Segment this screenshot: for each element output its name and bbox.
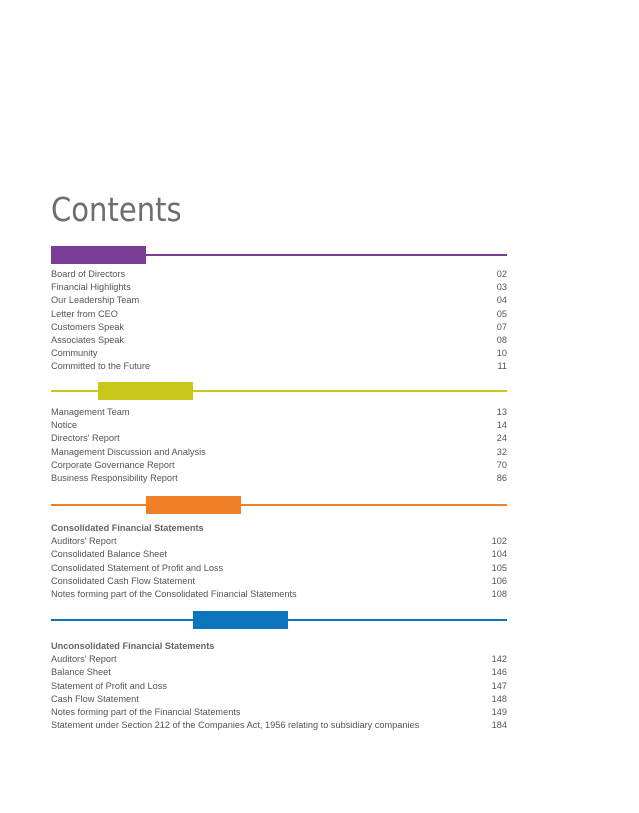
divider-line xyxy=(51,504,507,506)
toc-entry[interactable] xyxy=(51,281,507,294)
section-divider-purple xyxy=(51,246,507,264)
toc-entry-page: 70 xyxy=(496,459,507,470)
toc-entry[interactable] xyxy=(51,268,507,281)
toc-entry-page: 104 xyxy=(491,549,507,560)
section-divider-yellow xyxy=(51,382,507,400)
toc-entry-page: 142 xyxy=(491,654,507,665)
divider-color-block xyxy=(146,496,241,514)
toc-entry-page: 108 xyxy=(491,588,507,599)
toc-entry-page: 10 xyxy=(496,348,507,359)
toc-entry[interactable] xyxy=(51,432,507,445)
toc-entry[interactable] xyxy=(51,680,507,693)
toc-entry[interactable] xyxy=(51,459,507,472)
section-divider-orange xyxy=(51,496,507,514)
toc-entry[interactable] xyxy=(51,653,507,666)
toc-entry-page: 08 xyxy=(496,334,507,345)
toc-entry-label: Balance Sheet xyxy=(51,667,111,678)
toc-entry[interactable] xyxy=(51,535,507,548)
toc-entry-page: 14 xyxy=(496,420,507,431)
toc-entry-page: 03 xyxy=(496,282,507,293)
toc-entry-label: Consolidated Cash Flow Statement xyxy=(51,575,196,586)
contents-section-2 xyxy=(51,406,507,485)
divider-color-block xyxy=(193,611,288,629)
section-divider-blue xyxy=(51,611,507,629)
toc-entry[interactable] xyxy=(51,406,507,419)
toc-entry-label: Community xyxy=(51,348,98,359)
toc-entry[interactable] xyxy=(51,666,507,679)
toc-entry-label: Customers Speak xyxy=(51,321,125,332)
toc-entry-page: 32 xyxy=(496,446,507,457)
toc-entry-page: 148 xyxy=(491,693,507,704)
toc-entry[interactable] xyxy=(51,575,507,588)
section-heading: Consolidated Financial Statements xyxy=(51,523,204,533)
toc-entry-page: 24 xyxy=(496,433,507,444)
toc-entry[interactable] xyxy=(51,294,507,307)
toc-entry[interactable] xyxy=(51,706,507,719)
toc-entry[interactable] xyxy=(51,321,507,334)
toc-entry-page: 106 xyxy=(491,575,507,586)
toc-entry[interactable] xyxy=(51,472,507,485)
toc-entry-label: Associates Speak xyxy=(51,334,125,345)
toc-entry-label: Notes forming part of the Consolidated Financial Statements xyxy=(51,588,297,599)
toc-entry[interactable] xyxy=(51,334,507,347)
toc-entry-label: Statement under Section 212 of the Companies Act, 1956 relating to subsidiary companies xyxy=(51,720,420,731)
toc-entry-label: Directors' Report xyxy=(51,433,120,444)
toc-entry-label: Business Responsibility Report xyxy=(51,472,178,483)
toc-entry-page: 05 xyxy=(496,308,507,319)
toc-entry[interactable] xyxy=(51,562,507,575)
toc-entry-label: Auditors' Report xyxy=(51,654,117,665)
contents-section-4 xyxy=(51,640,507,732)
toc-entry-label: Financial Highlights xyxy=(51,282,131,293)
toc-entry[interactable] xyxy=(51,693,507,706)
toc-entry-label: Management Discussion and Analysis xyxy=(51,446,206,457)
toc-entry-page: 13 xyxy=(496,407,507,417)
toc-entry-label: Consolidated Balance Sheet xyxy=(51,549,167,560)
toc-entry[interactable] xyxy=(51,588,507,601)
toc-entry-label: Our Leadership Team xyxy=(51,295,140,306)
toc-entry-page: 147 xyxy=(491,680,507,691)
divider-color-block xyxy=(51,246,146,264)
toc-entry-page: 102 xyxy=(491,536,507,547)
toc-entry-label: Notice xyxy=(51,420,78,431)
toc-entry-page: 07 xyxy=(496,321,507,332)
toc-entry-label: Management Team xyxy=(51,407,130,417)
toc-entry[interactable] xyxy=(51,360,507,373)
toc-entry-label: Statement of Profit and Loss xyxy=(51,680,167,691)
toc-entry-page: 149 xyxy=(491,706,507,717)
toc-entry-label: Cash Flow Statement xyxy=(51,693,139,704)
toc-entry-page: 146 xyxy=(491,667,507,678)
divider-color-block xyxy=(98,382,193,400)
toc-entry[interactable] xyxy=(51,548,507,561)
toc-entry[interactable] xyxy=(51,719,507,732)
contents-section-3 xyxy=(51,522,507,601)
toc-entry-page: 02 xyxy=(496,269,507,279)
toc-entry-page: 04 xyxy=(496,295,507,306)
section-heading: Unconsolidated Financial Statements xyxy=(51,641,215,651)
toc-entry-label: Committed to the Future xyxy=(51,361,151,372)
toc-entry-label: Letter from CEO xyxy=(51,308,118,319)
toc-entry-page: 86 xyxy=(496,472,507,483)
toc-entry[interactable] xyxy=(51,308,507,321)
toc-entry-label: Board of Directors xyxy=(51,269,126,279)
toc-entry[interactable] xyxy=(51,419,507,432)
page-title: Contents xyxy=(51,190,182,229)
toc-entry-page: 184 xyxy=(491,720,507,731)
toc-entry-label: Corporate Governance Report xyxy=(51,459,175,470)
toc-entry-label: Consolidated Statement of Profit and Loss xyxy=(51,562,224,573)
toc-entry-page: 11 xyxy=(497,361,507,372)
toc-entry[interactable] xyxy=(51,347,507,360)
toc-entry-label: Notes forming part of the Financial Statements xyxy=(51,706,241,717)
toc-entry-label: Auditors' Report xyxy=(51,536,117,547)
toc-entry[interactable] xyxy=(51,446,507,459)
toc-entry-page: 105 xyxy=(491,562,507,573)
contents-section-1 xyxy=(51,268,507,374)
